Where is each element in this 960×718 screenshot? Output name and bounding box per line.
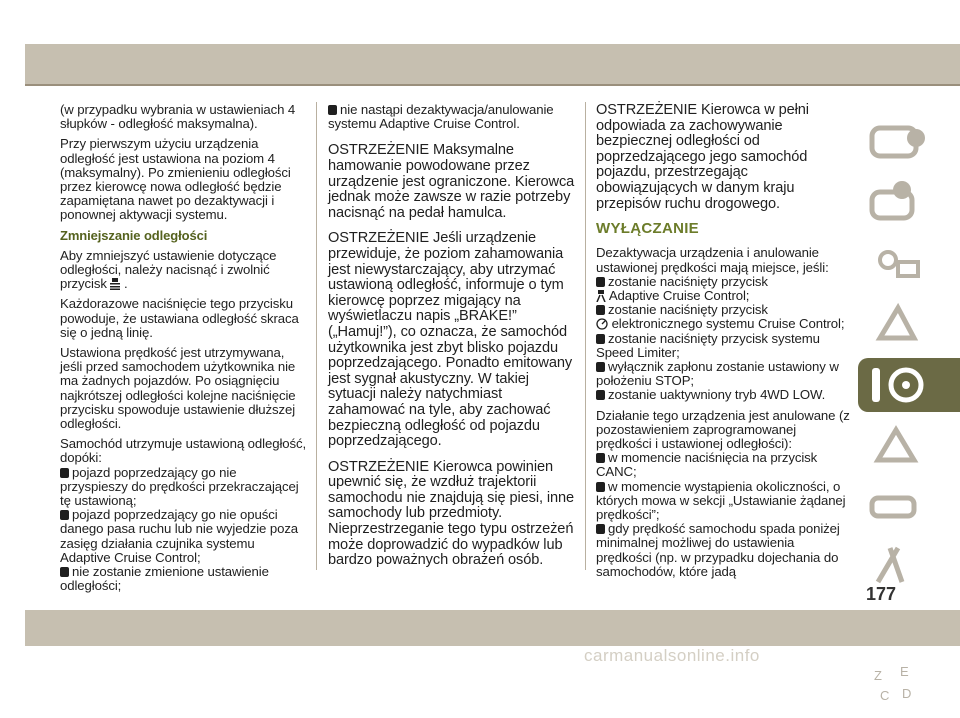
section-title-disabling: WYŁĄCZANIE (596, 220, 699, 238)
paragraph-text: Aby zmniejszyć ustawienie dotyczące odległości, należy nacisnąć i zwolnić przycisk (60, 247, 277, 292)
paragraph: Każdorazowe naciśnięcie tego przycisku powoduje, że ustawiana odległość skraca się o jedną linię. (60, 296, 299, 340)
list-item (596, 480, 852, 523)
safety-icon (858, 298, 960, 352)
paragraph: Przy pierwszym użyciu urządzenia odległość jest ustawiona na poziom 4 (maksymalny). Po zmienieniu odległości przez kierowcę nowa odległość będzie zapamiętana nawet po dezaktywacji i ponownej aktywacji systemu. (60, 136, 291, 223)
paragraph (60, 249, 307, 292)
warning-paragraph: OSTRZEŻENIE Kierowca powinien upewnić się, że wzdłuż trajektorii samochodu nie znajdują się piesi, inne samochody lub przedmioty. Nieprzestrzeganie tego typu ostrzeżeń może doprowadzić do wypadków lub bardzo poważnych obrażeń osób. (328, 458, 575, 569)
tab-breakdown[interactable] (858, 478, 960, 532)
list-item (328, 103, 576, 131)
list-item (60, 466, 307, 509)
warning-paragraph: OSTRZEŻENIE Kierowca w pełni odpowiada za zachowywanie bezpiecznej odległości od poprzedzającego jego samochód pojazdu, przestrzegając obowiązujących w danym kraju przepisów ruchu drogowego. (596, 102, 809, 212)
subheading-decrease-distance: Zmniejszanie odległości (60, 227, 208, 243)
bullet-icon (60, 510, 69, 520)
tab-car-info[interactable] (858, 118, 960, 172)
steering-key-icon (858, 358, 960, 412)
adaptive-cruise-icon (596, 290, 606, 302)
list-item (60, 508, 307, 565)
list-item-text: zostanie naciśnięty przycisk systemu Speed Limiter; (596, 330, 820, 360)
bullet-icon (596, 453, 605, 463)
footer-band (25, 610, 960, 646)
header-rule (25, 84, 960, 86)
tab-index[interactable] (858, 658, 960, 712)
bullet-icon (596, 390, 605, 400)
index-icon (858, 658, 960, 712)
bullet-icon (596, 524, 605, 534)
list-item-text: nie nastąpi dezaktywacja/anulowanie systemu Adaptive Cruise Control. (328, 102, 554, 132)
list-item-text: Adaptive Cruise Control; (608, 287, 750, 303)
list-item-text: zostanie uaktywniony tryb 4WD LOW. (608, 387, 826, 403)
column-divider (585, 102, 586, 570)
column-2 (328, 103, 576, 579)
list-item-text: zostanie naciśnięty przycisk (608, 273, 768, 289)
list-item-text: nie zostanie zmienione ustawienie odległości; (60, 564, 269, 594)
warning-triangle-icon (858, 418, 960, 472)
header-band-fill (25, 44, 960, 84)
breakdown-car-icon (858, 478, 960, 532)
tab-car-warnings[interactable] (858, 178, 960, 232)
list-item-text: w momencie naciśnięcia na przycisk CANC; (596, 450, 818, 480)
speedometer-icon (596, 318, 608, 330)
paragraph: Ustawiona prędkość jest utrzymywana, jeśli przed samochodem użytkownika nie ma żadnych pojazdów. Po osiągnięciu najkrótszej odległości kolejne naciśnięcie przycisku spowoduje ustawienie dłuższej odległości. (60, 345, 296, 432)
header-band (0, 0, 960, 86)
warning-paragraph: OSTRZEŻENIE Jeśli urządzenie przewiduje, że poziom zahamowania jest niewystarczający, aby utrzymać ustawioną odległość, informuje o tym kierowcę poprzez migający na wyświetlaczu napis „BRAKE!” („Hamuj!”), co oznacza, że samochód użytkownika jest zbyt blisko pojazdu poprzedzającego. Ponadto emitowany jest sygnał akustyczny. W takiej sytuacji należy natychmiast zahamować na tyle, aby zachować bezpieczną odległość od pojazdu poprzedzającego. (328, 230, 573, 450)
list-item (596, 303, 852, 317)
paragraph-text: . (123, 276, 128, 292)
column-divider (316, 102, 317, 570)
bullet-icon (596, 305, 605, 315)
bullet-icon (60, 468, 69, 478)
warning-paragraph: OSTRZEŻENIE Maksymalne hamowanie powodowane przez urządzenie jest ograniczone. Kierowca jednak może zawsze w razie potrzeby nacisnąć na pedał hamulca. (328, 142, 575, 221)
tab-safety[interactable] (858, 298, 960, 352)
watermark: carmanualsonline.info (584, 646, 760, 665)
paragraph: (w przypadku wybrania w ustawieniach 4 słupków - odległość maksymalna). (60, 102, 296, 132)
list-item (60, 565, 307, 593)
list-item-text: pojazd poprzedzający go nie opuści danego pasa ruchu lub nie wyjedzie poza zasięg działania czujnika systemu Adaptive Cruise Control; (60, 507, 299, 565)
paragraph: Działanie tego urządzenia jest anulowane (z pozostawieniem zaprogramowanej prędkości i ustawionej odległości): (596, 407, 850, 451)
car-info-icon-2 (858, 178, 960, 232)
list-item-text: wyłącznik zapłonu zostanie ustawiony w położeniu STOP; (596, 358, 839, 389)
list-item-text: gdy prędkość samochodu spada poniżej minimalnej możliwej do ustawienia prędkości (np. w przypadku dojechania do samochodów, które jadą (596, 521, 840, 579)
list-item (596, 332, 852, 360)
list-item (596, 451, 852, 479)
bullet-icon (328, 105, 337, 115)
bullet-icon (596, 277, 605, 287)
list-item-text: pojazd poprzedzający go nie przyspieszy do prędkości przekraczającej tę ustawioną; (60, 464, 299, 509)
list-item-text: elektronicznego systemu Cruise Control; (611, 316, 845, 332)
svg-text:C: C (880, 688, 890, 703)
paragraph: Samochód utrzymuje ustawioną odległość, dopóki: (60, 436, 307, 466)
list-item (596, 388, 852, 402)
list-item (596, 522, 852, 579)
list-item (596, 360, 852, 388)
column-3 (596, 103, 852, 579)
paragraph: Dezaktywacja urządzenia i anulowanie ustawionej prędkości mają miejsce, jeśli: (596, 245, 829, 275)
list-item-text: zostanie naciśnięty przycisk (608, 302, 768, 318)
column-1 (60, 103, 307, 594)
svg-text:D: D (902, 686, 912, 701)
svg-text:Z: Z (874, 668, 882, 683)
distance-button-icon (110, 278, 120, 290)
bullet-icon (60, 567, 69, 577)
tab-emergency[interactable] (858, 418, 960, 472)
list-item (596, 317, 852, 331)
svg-text:E: E (900, 664, 909, 679)
car-info-icon (858, 118, 960, 172)
bullet-icon (596, 334, 605, 344)
tab-dashboard-lights[interactable] (858, 238, 960, 292)
page-number: 177 (866, 584, 897, 604)
tab-starting-driving[interactable] (858, 358, 960, 412)
list-item (596, 275, 852, 289)
list-item-text: w momencie wystąpienia okoliczności, o których mowa w sekcji „Ustawianie żądanej prędkości”; (596, 478, 846, 523)
dashboard-lights-icon (858, 238, 960, 292)
bullet-icon (596, 482, 605, 492)
bullet-icon (596, 362, 605, 372)
list-item (596, 289, 852, 303)
